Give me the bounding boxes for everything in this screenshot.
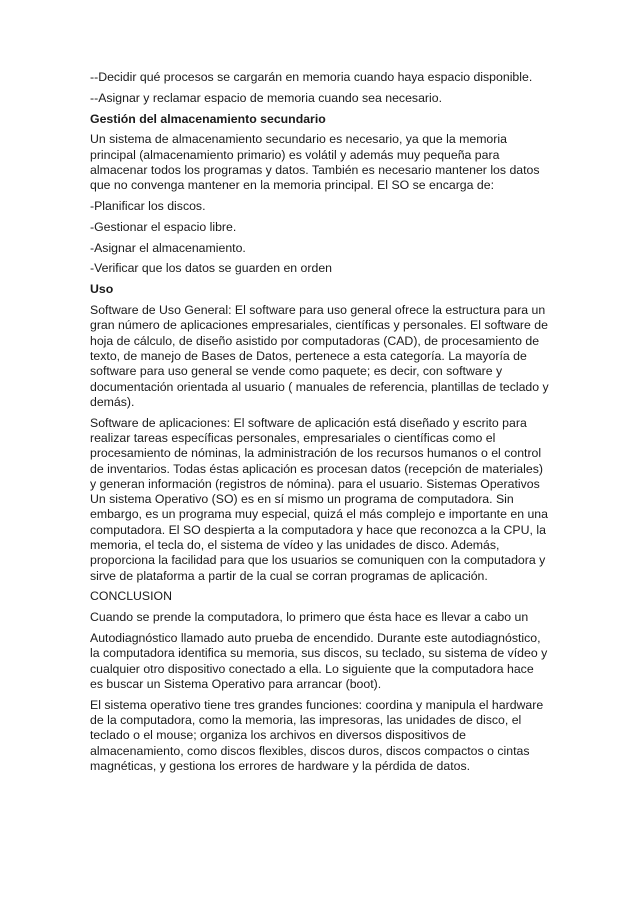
paragraph-sistema-operativo-funciones: El sistema operativo tiene tres grandes funciones: coordina y manipula el hardware de la computadora, como la memoria, las impresoras, las unidades de disco, el teclado o el mouse; organiza los archivos en diversos dispositivos de almacenamiento, como discos flexibles, discos duros, discos compactos o cintas magnéticas, y gestiona los errores de hardware y la pérdida de datos. bbox=[90, 697, 544, 773]
paragraph-asignar-reclamar: --Asignar y reclamar espacio de memoria cuando sea necesario. bbox=[90, 90, 442, 105]
paragraph-almacenamiento-secundario: Un sistema de almacenamiento secundario es necesario, ya que la memoria principal (almacenamiento primario) es volátil y además muy pequeña para almacenar todos los programas y datos. También es necesario mantener los datos que no convenga mantener en la memoria principal. El SO se encarga de: bbox=[90, 132, 540, 193]
paragraph-cuando-se-prende: Cuando se prende la computadora, lo primero que ésta hace es llevar a cabo un bbox=[90, 610, 529, 625]
paragraph-decidir-procesos: --Decidir qué procesos se cargarán en memoria cuando haya espacio disponible. bbox=[90, 70, 533, 84]
list-item-verificar: -Verificar que los datos se guarden en orden bbox=[90, 261, 332, 276]
paragraph-software-aplicaciones: Software de aplicaciones: El software de aplicación está diseñado y escrito para realizar tareas específicas personales, empresariales o científicas como el procesamiento de nóminas, la administración de los recursos humanos o el control de inventarios. Todas éstas aplicación es procesan datos (recepción de materiales) y generan información (registros de nómina). para el usuario. Sistemas Operativos Un sistema Operativo (SO) es en sí mismo un programa de computadora. Sin embargo, es un programa muy especial, quizá el más complejo e importante en una computadora. El SO despierta a la computadora y hace que reconozca a la CPU, la memoria, el tecla do, el sistema de vídeo y las unidades de disco. Además, proporciona la facilidad para que los usuarios se comuniquen con la computadora y sirve de plataforma a partir de la cual se corran programas de aplicación. bbox=[90, 415, 548, 583]
paragraph-autodiagnostico: Autodiagnóstico llamado auto prueba de encendido. Durante este autodiagnóstico, la computadora identifica su memoria, sus discos, su teclado, su sistema de vídeo y cualquier otro dispositivo conectado a ella. Lo siguiente que la computadora hace es buscar un Sistema Operativo para arrancar (boot). bbox=[90, 631, 548, 691]
list-item-planificar: -Planificar los discos. bbox=[90, 199, 206, 214]
document-body bbox=[90, 70, 550, 780]
list-item-gestionar: -Gestionar el espacio libre. bbox=[90, 219, 237, 234]
heading-uso: Uso bbox=[90, 282, 114, 297]
list-item-asignar: -Asignar el almacenamiento. bbox=[90, 240, 246, 255]
heading-conclusion: CONCLUSION bbox=[90, 589, 172, 604]
heading-gestion-almacenamiento: Gestión del almacenamiento secundario bbox=[90, 111, 326, 126]
paragraph-software-uso-general: Software de Uso General: El software para uso general ofrece la estructura para un gran número de aplicaciones empresariales, científicas y personales. El software de hoja de cálculo, de diseño asistido por computadoras (CAD), de procesamiento de texto, de manejo de Bases de Datos, pertenece a esta categoría. La mayoría de software para uso general se vende como paquete; es decir, con software y documentación orientada al usuario ( manuales de referencia, plantillas de teclado y demás). bbox=[90, 303, 549, 409]
